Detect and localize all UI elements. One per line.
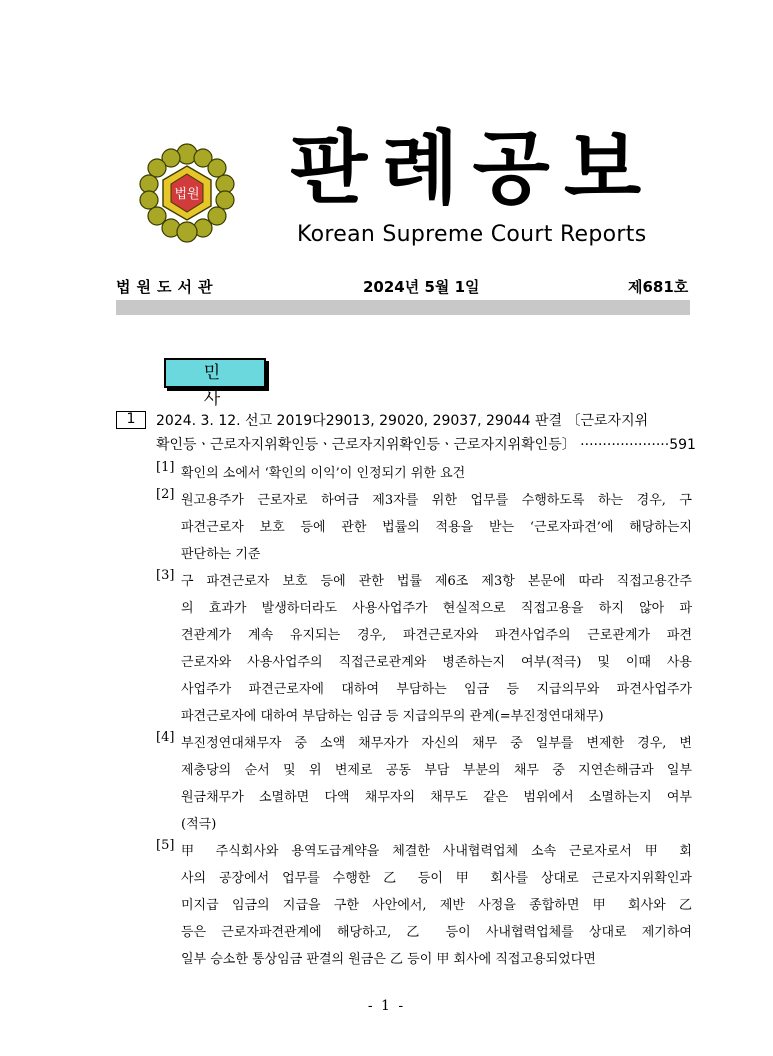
holding-text-line: 등은 근로자파견관계에 해당하고, 乙 등이 사내협력업체를 상대로 제기하여 (181, 925, 692, 940)
page-number: - 1 - (367, 998, 406, 1014)
holding-label: [3] (156, 568, 175, 583)
holding-text-line: 파견근로자에 대하여 부담하는 임금 등 지급의무의 관계(=부진정연대채무) (181, 709, 604, 724)
holding-text-line: 일부 승소한 통상임금 판결의 원금은 乙 등이 甲 회사에 직접고용되었다면 (181, 952, 596, 967)
case-page-reference[interactable]: 591 (669, 437, 696, 453)
holding-text-line: 견관계가 계속 유지되는 경우, 파견근로자와 파견사업주의 근로관계가 파견 (181, 628, 692, 643)
court-emblem-icon (135, 140, 239, 244)
case-citation-line2 (156, 434, 696, 454)
holding-text-line: 원고용주가 근로자로 하여금 제3자를 위한 업무를 수행하도록 하는 경우, 구 (181, 493, 692, 508)
holding-text-line: 판단하는 기준 (181, 547, 261, 562)
holding-text-line: 미지급 임금의 지급을 구한 사안에서, 제반 사정을 종합하면 甲 회사와 乙 (181, 898, 692, 913)
publisher: 법원도서관 (116, 278, 219, 296)
issue-number: 제681호 (628, 278, 689, 296)
holding-text-line: 甲 주식회사와 용역도급계약을 체결한 사내협력업체 소속 근로자로서 甲 회 (181, 844, 692, 859)
case-citation-text: 확인등ㆍ근로자지위확인등ㆍ근로자지위확인등ㆍ근로자지위확인등〕 (156, 437, 576, 453)
holding-text-line: 구 파견근로자 보호 등에 관한 법률 제6조 제3항 본문에 따라 직접고용간주 (181, 574, 692, 589)
emblem-text: 법원 (174, 187, 200, 202)
leader-dots: ···················· (580, 437, 670, 453)
header-divider (116, 300, 690, 315)
holding-text-line: 원금채무가 소멸하면 다액 채무자의 채무도 같은 범위에서 소멸하는지 여부 (181, 790, 692, 805)
holding-label: [1] (156, 460, 175, 475)
holding-text-line: 부진정연대채무자 중 소액 채무자가 자신의 채무 중 일부를 변제한 경우, 변 (181, 736, 692, 751)
case-number: 1 (116, 411, 146, 429)
holding-text-line: 제충당의 순서 및 위 변제로 공동 부담 부분의 채무 중 지연손해금과 일부 (181, 763, 692, 778)
holding-label: [2] (156, 487, 175, 502)
holding-text-line: 사의 공장에서 업무를 수행한 乙 등이 甲 회사를 상대로 근로자지위확인과 (181, 871, 692, 886)
holding-text-line: 의 효과가 발생하더라도 사용사업주가 현실적으로 직접고용을 하지 않아 파 (181, 601, 692, 616)
holding-text-line: 근로자와 사용사업주의 직접근로관계와 병존하는지 여부(적극) 및 이때 사용 (181, 655, 692, 670)
journal-title-english: Korean Supreme Court Reports (297, 222, 647, 247)
section-label: 민 사 (164, 358, 266, 388)
holding-label: [5] (156, 838, 175, 853)
journal-title-korean: 판례공보 (290, 121, 656, 215)
holding-text-line: 파견근로자 보호 등에 관한 법률의 적용을 받는 ‘근로자파견’에 해당하는지 (181, 520, 692, 535)
holding-label: [4] (156, 730, 175, 745)
case-citation-line1: 2024. 3. 12. 선고 2019다29013, 29020, 29037, 29044 판결 〔근로자지위 (156, 413, 649, 429)
issue-date: 2024년 5월 1일 (363, 278, 480, 296)
holding-text-line: (적극) (181, 817, 217, 832)
holding-text-line: 확인의 소에서 ‘확인의 이익’이 인정되기 위한 요건 (181, 466, 466, 481)
holding-text-line: 사업주가 파견근로자에 대하여 부담하는 임금 등 지급의무와 파견사업주가 (181, 682, 692, 697)
